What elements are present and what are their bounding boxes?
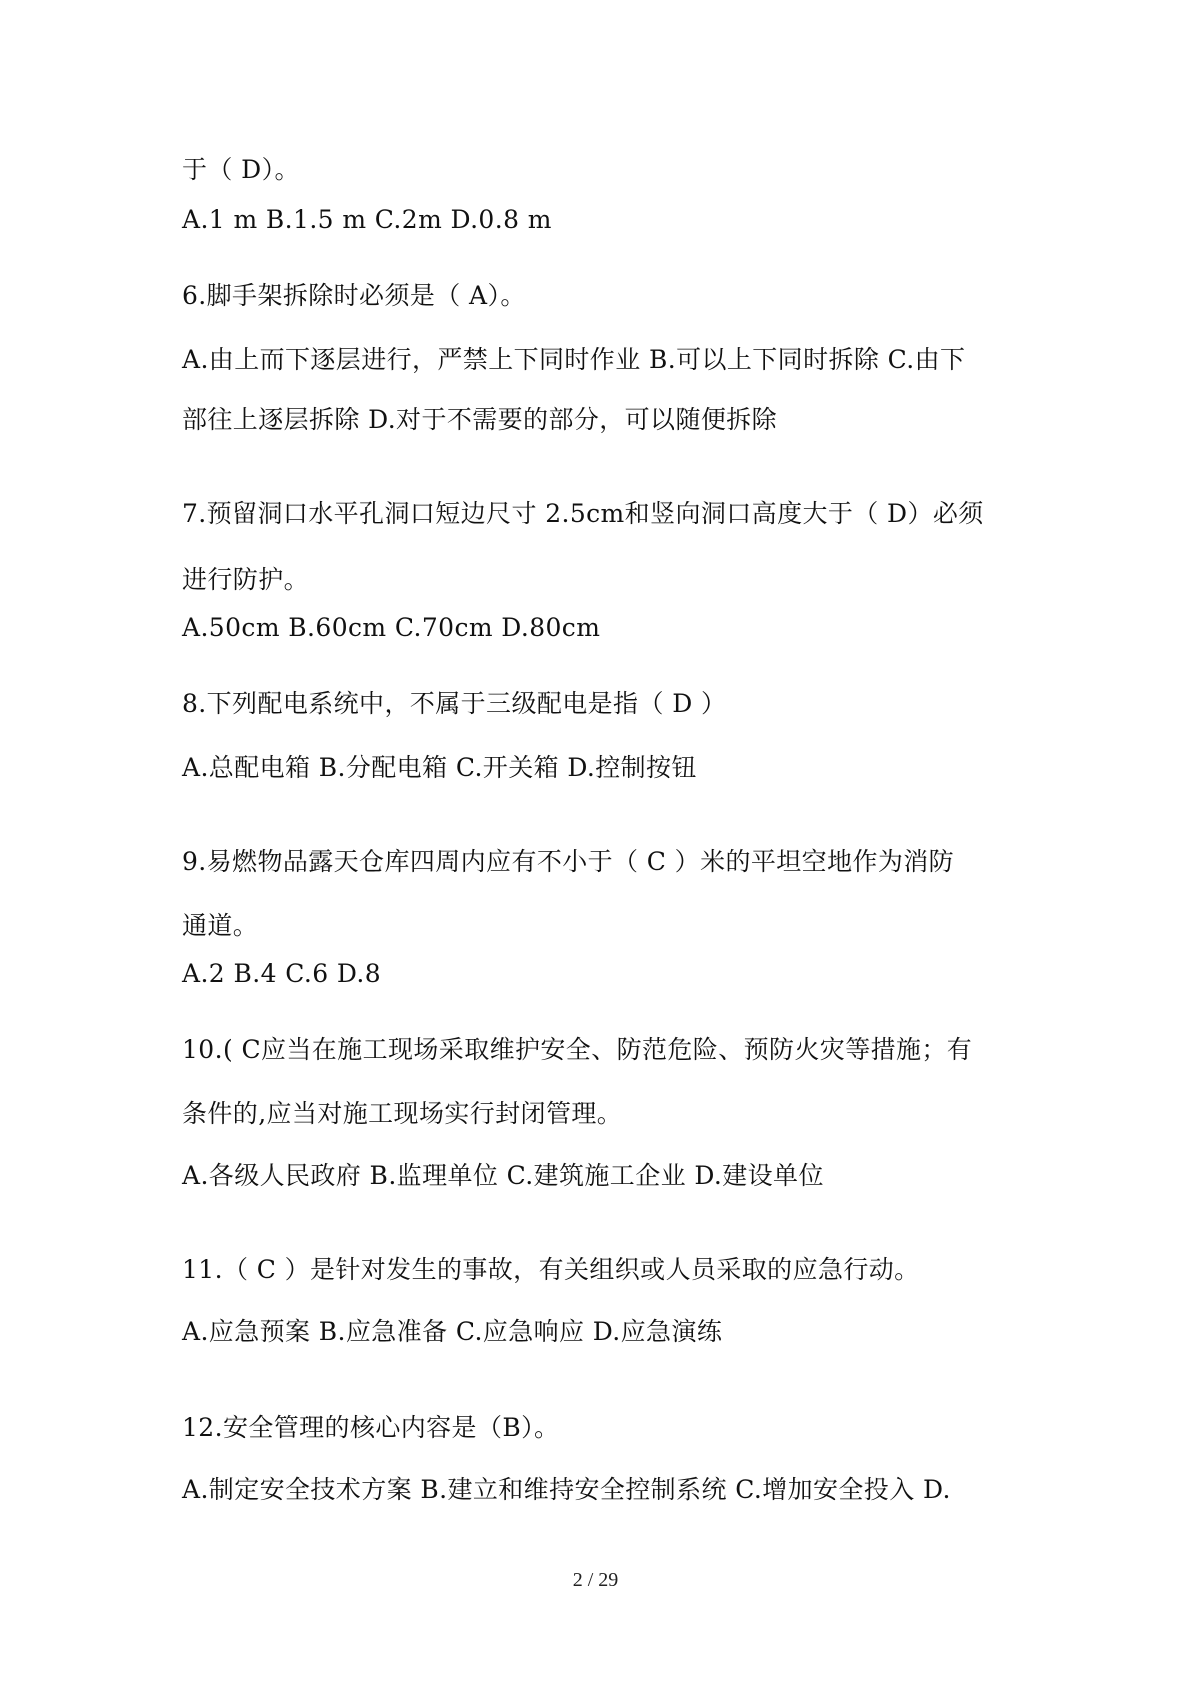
text-line: 7.预留洞口水平孔洞口短边尺寸 2.5cm和竖向洞口高度大于（ D）必须 (182, 499, 984, 528)
text-line: A.2 B.4 C.6 D.8 (182, 959, 382, 988)
text-line: 12.安全管理的核心内容是（B）。 (182, 1413, 560, 1442)
text-line: A.应急预案 B.应急准备 C.应急响应 D.应急演练 (182, 1317, 723, 1346)
text-line: 通道。 (182, 911, 259, 940)
text-line: A.总配电箱 B.分配电箱 C.开关箱 D.控制按钮 (182, 753, 697, 782)
text-line: A.由上而下逐层进行，严禁上下同时作业 B.可以上下同时拆除 C.由下 (182, 345, 966, 374)
text-line: 6.脚手架拆除时必须是（ A）。 (182, 281, 526, 310)
text-line: 8.下列配电系统中，不属于三级配电是指（ D ） (182, 689, 727, 718)
text-line: 部往上逐层拆除 D.对于不需要的部分，可以随便拆除 (182, 405, 778, 434)
text-line: 进行防护。 (182, 565, 310, 594)
text-line: A.50cm B.60cm C.70cm D.80cm (182, 613, 601, 642)
text-line: A.1 m B.1.5 m C.2m D.0.8 m (182, 205, 552, 234)
text-line: 9.易燃物品露天仓库四周内应有不小于（ C ）米的平坦空地作为消防 (182, 847, 955, 876)
text-line: 于（ D）。 (182, 155, 300, 184)
page-number: 2 / 29 (572, 1569, 619, 1591)
text-line: 10.( C应当在施工现场采取维护安全、防范危险、预防火灾等措施；有 (182, 1035, 973, 1064)
text-line: 11.（ C ）是针对发生的事故，有关组织或人员采取的应急行动。 (182, 1255, 920, 1284)
text-line: A.各级人民政府 B.监理单位 C.建筑施工企业 D.建设单位 (182, 1161, 824, 1190)
text-line: 条件的,应当对施工现场实行封闭管理。 (182, 1099, 623, 1128)
text-line: A.制定安全技术方案 B.建立和维持安全控制系统 C.增加安全投入 D. (182, 1475, 951, 1504)
